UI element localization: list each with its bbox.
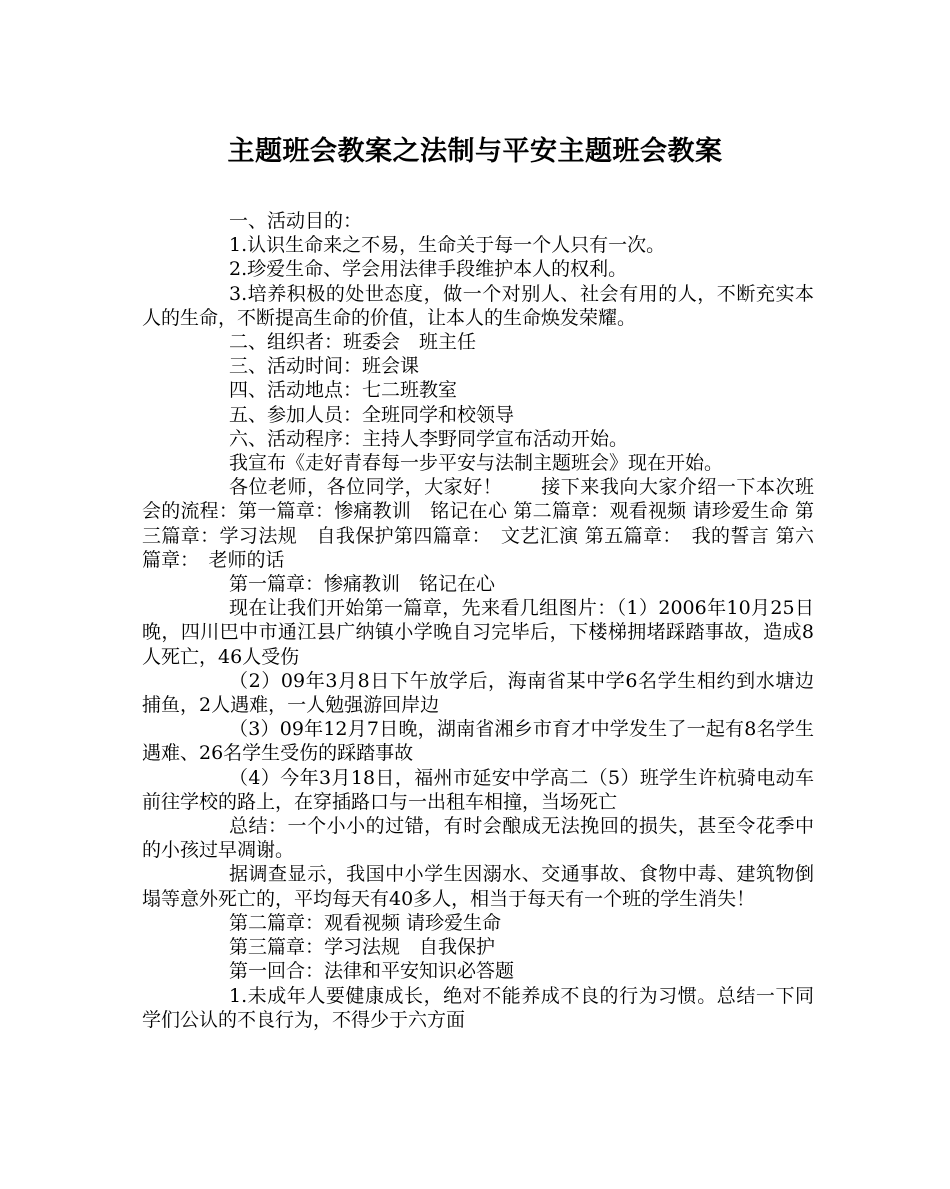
paragraph: 总结：一个小小的过错，有时会酿成无法挽回的损失，甚至令花季中的小孩过早凋谢。 (142, 815, 814, 862)
paragraph: 2.珍爱生命、学会用法律手段维护本人的权利。 (229, 258, 628, 281)
paragraph: 1.未成年人要健康成长，绝对不能养成不良的行为习惯。总结一下同学们公认的不良行为，不得少于六方面 (142, 984, 814, 1031)
paragraph: 四、活动地点：七二班教室 (229, 379, 458, 402)
paragraph: 第二篇章：观看视频 请珍爱生命 (229, 911, 502, 934)
paragraph: 三、活动时间：班会课 (229, 355, 420, 378)
paragraph: （3）09年12月7日晚，湖南省湘乡市育才中学发生了一起有8名学生遇难、26名学生受伤的踩踏事故 (142, 718, 814, 765)
paragraph: 据调查显示，我国中小学生因溺水、交通事故、食物中毒、建筑物倒塌等意外死亡的，平均每天有40多人，相当于每天有一个班的学生消失！ (142, 863, 814, 910)
paragraph: 1.认识生命来之不易，生命关于每一个人只有一次。 (229, 234, 666, 257)
paragraph: （4）今年3月18日，福州市延安中学高二（5）班学生许杭骑电动车前往学校的路上，在穿插路口与一出租车相撞，当场死亡 (142, 766, 814, 813)
paragraph: 五、参加人员：全班同学和校领导 (229, 403, 515, 426)
paragraph: 六、活动程序：主持人李野同学宣布活动开始。 (229, 427, 629, 450)
paragraph: 我宣布《走好青春每一步平安与法制主题班会》现在开始。 (229, 452, 724, 475)
paragraph: 3.培养积极的处世态度，做一个对别人、社会有用的人，不断充实本人的生命，不断提高生命的价值，让本人的生命焕发荣耀。 (142, 282, 814, 329)
paragraph: （2）09年3月8日下午放学后，海南省某中学6名学生相约到水塘边捕鱼，2人遇难，一人勉强游回岸边 (142, 669, 814, 717)
document-title: 主题班会教案之法制与平安主题班会教案 (227, 136, 723, 167)
paragraph: 第一回合：法律和平安知识必答题 (229, 960, 515, 983)
paragraph: 第三篇章：学习法规 自我保护 (229, 936, 496, 959)
paragraph: 第一篇章：惨痛教训 铭记在心 (229, 573, 496, 596)
paragraph: 现在让我们开始第一篇章，先来看几组图片：（1）2006年10月25日晚，四川巴中市通江县广纳镇小学晚自习完毕后，下楼梯拥堵踩踏事故，造成8人死亡，46人受伤 (142, 597, 814, 668)
document-body (142, 209, 814, 1032)
paragraph: 二、组织者：班委会 班主任 (229, 331, 477, 354)
paragraph: 各位老师，各位同学，大家好！ 接下来我向大家介绍一下本次班会的流程：第一篇章：惨痛教训 铭记在心 第二篇章：观看视频 请珍爱生命 第三篇章：学习法规 自我保护第四篇章： 文艺汇演 第五篇章： 我的誓言 第六篇章： 老师的话 (142, 476, 814, 571)
paragraph: 一、活动目的： (229, 210, 363, 232)
